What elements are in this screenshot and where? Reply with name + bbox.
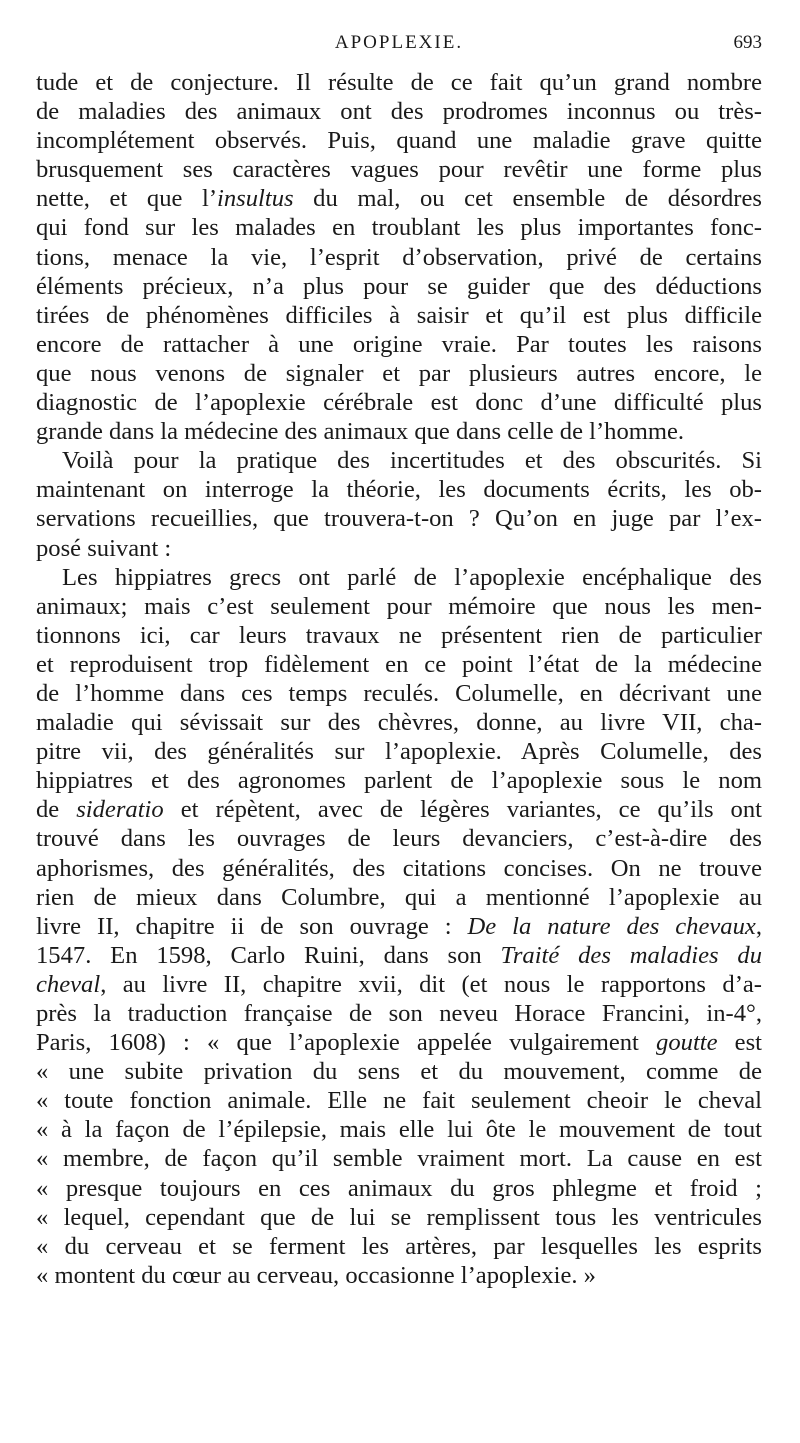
text-line: « membre, de façon qu’il semble vraiment mort. La cause en est xyxy=(36,1145,762,1173)
text-run: de xyxy=(36,796,77,824)
text-run: et répètent, avec de légères variantes, ce qu’ils ont xyxy=(163,796,762,824)
text-line: « à la façon de l’épilepsie, mais elle lui ôte le mouvement de tout xyxy=(36,1116,762,1144)
text-line: qui fond sur les malades en troublant les plus importantes fonc- xyxy=(36,214,762,242)
text-line: et reproduisent trop fidèlement en ce point l’état de la médecine xyxy=(36,650,762,678)
text-line: maladie qui sévissait sur des chèvres, donne, au livre VII, cha- xyxy=(36,709,762,737)
text-line: Les hippiatres grecs ont parlé de l’apoplexie encéphalique des xyxy=(62,563,762,591)
italic-text: insultus xyxy=(217,185,294,213)
text-line: « toute fonction animale. Elle ne fait seulement cheoir le cheval xyxy=(36,1087,762,1115)
text-line: pitre vii, des généralités sur l’apoplexie. Après Columelle, des xyxy=(36,738,762,766)
text-line: posé suivant : xyxy=(36,534,172,562)
text-run: est xyxy=(717,1029,763,1057)
text-line: maintenant on interroge la théorie, les documents écrits, les ob- xyxy=(36,476,762,504)
running-head xyxy=(36,28,762,68)
running-title: APOPLEXIE. xyxy=(334,32,464,53)
book-page xyxy=(36,28,762,1290)
text-run: , au livre II, chapitre xvii, dit (et nous le rapportons d’a- xyxy=(100,970,762,998)
text-run: nette, et que l’ xyxy=(36,185,218,213)
text-line: tionnons ici, car leurs travaux ne présentent rien de particulier xyxy=(36,621,762,649)
text-line: aphorismes, des généralités, des citations concises. On ne trouve xyxy=(36,854,762,882)
text-line: tude et de conjecture. Il résulte de ce fait qu’un grand nombre xyxy=(36,69,762,96)
text-line: servations recueillies, que trouvera-t-on ? Qu’on en juge par l’ex- xyxy=(36,505,762,533)
text-line: diagnostic de l’apoplexie cérébrale est donc d’une difficulté plus xyxy=(36,389,762,417)
text-line: de maladies des animaux ont des prodromes inconnus ou très- xyxy=(36,98,762,126)
text-run: , xyxy=(755,912,762,940)
text-line: éléments précieux, n’a plus pour se guider que des déductions xyxy=(36,272,762,300)
text-run: du mal, ou cet ensemble de désordres xyxy=(293,185,762,213)
text-run: 1547. En 1598, Carlo Ruini, dans son xyxy=(36,941,501,969)
text-line: « presque toujours en ces animaux du gros phlegme et froid ; xyxy=(36,1174,762,1202)
italic-text: De la nature des chevaux xyxy=(467,912,756,940)
text-line xyxy=(36,970,762,999)
text-line: trouvé dans les ouvrages de leurs devanciers, c’est-à-dire des xyxy=(36,825,762,853)
text-line xyxy=(36,941,762,970)
text-line: « lequel, cependant que de lui se remplissent tous les ventricules xyxy=(36,1203,762,1231)
text-line xyxy=(36,1028,762,1057)
text-line xyxy=(36,912,762,941)
italic-text: Traité des maladies du xyxy=(500,941,762,969)
text-line: tirées de phénomènes difficiles à saisir et qu’il est plus difficile xyxy=(36,301,762,329)
text-line: hippiatres et des agronomes parlent de l’apoplexie sous le nom xyxy=(36,767,762,795)
text-line: près la traduction française de son neveu Horace Francini, in-4°, xyxy=(36,1000,762,1027)
page-number: 693 xyxy=(733,32,762,53)
text-line xyxy=(36,184,762,213)
text-line: grande dans la médecine des animaux que dans celle de l’homme. xyxy=(36,418,685,446)
text-run: livre II, chapitre ii de son ouvrage : xyxy=(36,912,468,940)
text-line: tions, menace la vie, l’esprit d’observation, privé de certains xyxy=(36,243,762,271)
text-line: de l’homme dans ces temps reculés. Columelle, en décrivant une xyxy=(36,679,762,707)
text-line: « montent du cœur au cerveau, occasionne l’apoplexie. » xyxy=(36,1261,596,1289)
text-line: brusquement ses caractères vagues pour revêtir une forme plus xyxy=(36,156,762,184)
text-line: Voilà pour la pratique des incertitudes et des obscurités. Si xyxy=(62,447,762,475)
text-line: rien de mieux dans Columbre, qui a mentionné l’apoplexie au xyxy=(36,883,762,911)
text-line: « une subite privation du sens et du mouvement, comme de xyxy=(36,1058,762,1086)
text-line: que nous venons de signaler et par plusieurs autres encore, le xyxy=(36,359,762,387)
text-line: « du cerveau et se ferment les artères, par lesquelles les esprits xyxy=(36,1232,762,1260)
text-line xyxy=(36,795,762,824)
text-line: encore de rattacher à une origine vraie. Par toutes les raisons xyxy=(36,330,762,358)
body-text xyxy=(36,68,762,1290)
italic-text: goutte xyxy=(656,1029,718,1057)
italic-text: cheval xyxy=(36,970,101,998)
text-run: Paris, 1608) : « que l’apoplexie appelée vulgairement xyxy=(36,1029,657,1057)
text-line: animaux; mais c’est seulement pour mémoire que nous les men- xyxy=(36,592,762,620)
text-line: incomplétement observés. Puis, quand une maladie grave quitte xyxy=(36,127,762,155)
italic-text: sideratio xyxy=(76,796,164,824)
